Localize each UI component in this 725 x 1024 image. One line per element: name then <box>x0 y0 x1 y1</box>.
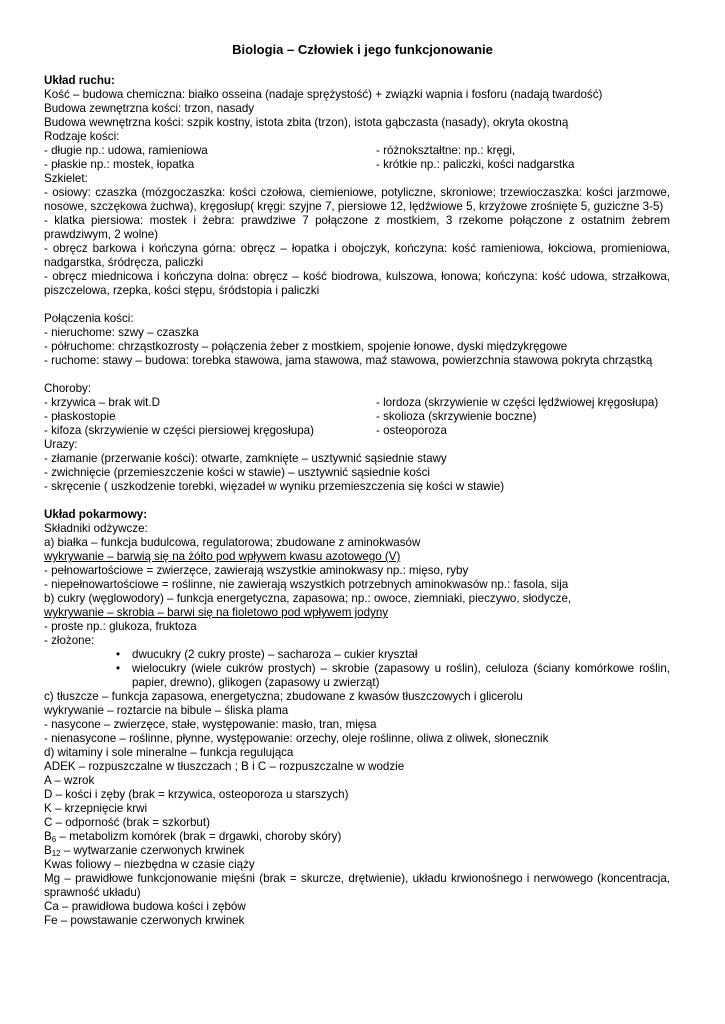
choroby-left-column <box>44 396 376 438</box>
text-line: ADEK – rozpuszczalne w tłuszczach ; B i C – rozpuszczalne w wodzie <box>44 760 405 773</box>
text-line: - pełnowartościowe = zwierzęce, zawierają wszystkie aminokwasy np.: mięso, ryby <box>44 564 469 577</box>
text-line: Kwas foliowy – niezbędna w czasie ciąży <box>44 858 255 871</box>
text-line: - niepełnowartościowe = roślinne, nie zawierają wszystkich potrzebnych aminokwasów np.: fasola, sija <box>44 578 569 591</box>
paragraph: - osiowy: czaszka (mózgoczaszka: kości czołowa, ciemieniowe, potyliczne, skroniowe; trzewioczaszka: kości jarzmowe, nosowe, szczękowa żuchwa), kręgosłup( kręgi: szyjne 7, piersiowe 12, lędźwiowe 5, krzyżowe zrośnięte 5, guziczne 3-5) <box>44 186 670 213</box>
text-line: - półruchome: chrząstkozrosty – połączenia żeber z mostkiem, spojenie łonowe, dyski międzykręgowe <box>44 340 568 353</box>
section-heading-urazy: Urazy: <box>44 438 78 451</box>
subheading-rodzaje: Rodzaje kości: <box>44 130 120 143</box>
list-item: - różnokształtne: np.: kręgi, <box>376 144 516 157</box>
list-item: - krótkie np.: paliczki, kości nadgarstka <box>376 158 575 171</box>
vitamin-letter: B <box>44 844 52 857</box>
text-line: Składniki odżywcze: <box>44 522 148 535</box>
vitamin-subscript: 6 <box>51 835 57 844</box>
text-line-underlined: wykrywanie – barwią się na żółto pod wpływem kwasu azotowego (V) <box>44 550 401 563</box>
paragraph: - obręcz miednicowa i kończyna dolna: obręcz – kość biodrowa, kulszowa, łonowa; kończyna: kość udowa, strzałkowa, piszczelowa, rzepka, kości stępu, śródstopia i paliczki <box>44 270 670 297</box>
section-heading-uklad-ruchu: Układ ruchu: <box>44 74 115 87</box>
section-heading-choroby: Choroby: <box>44 382 92 395</box>
spacer <box>44 298 670 312</box>
text-line: K – krzepnięcie krwi <box>44 802 148 815</box>
rodzaje-right-column <box>376 144 670 172</box>
spacer <box>44 368 670 382</box>
list-item: - lordoza (skrzywienie w części lędźwiowej kręgosłupa) <box>376 396 659 409</box>
paragraph: - obręcz barkowa i kończyna górna: obręcz – łopatka i obojczyk, kończyna: kość ramieniowa, łokciowa, promieniowa, nadgarstka, śródręcza, paliczki <box>44 242 670 269</box>
text-line: - zwichnięcie (przemieszczenie kości w stawie) – usztywnić sąsiednie kości <box>44 466 430 479</box>
section-heading-polaczenia: Połączenia kości: <box>44 312 134 325</box>
text-line: wykrywanie – roztarcie na bibule – śliska plama <box>44 704 289 717</box>
text-line: Kość – budowa chemiczna: białko osseina (nadaje sprężystość) + związki wapnia i fosforu (nadają twardość) <box>44 88 603 101</box>
text-line: Budowa zewnętrzna kości: trzon, nasady <box>44 102 255 115</box>
list-item: - skolioza (skrzywienie boczne) <box>376 410 537 423</box>
text-line: D – kości i zęby (brak = krzywica, osteoporoza u starszych) <box>44 788 349 801</box>
text-line: Budowa wewnętrzna kości: szpik kostny, istota zbita (trzon), istota gąbczasta (nasady), okryta okostną <box>44 116 569 129</box>
document-body <box>44 74 670 928</box>
bullet-item <box>44 662 670 690</box>
text-line: - złożone: <box>44 634 95 647</box>
text-line: A – wzrok <box>44 774 95 787</box>
paragraph: - klatka piersiowa: mostek i żebra: prawdziwe 7 połączone z mostkiem, 3 rzekome połączone z ostatnim żebrem prawdziwym, 2 wolne) <box>44 214 670 241</box>
vitamin-text: – wytwarzanie czerwonych krwinek <box>60 844 245 857</box>
list-item: - płaskostopie <box>44 410 116 423</box>
text-line: - nasycone – zwierzęce, stałe, występowanie: masło, tran, mięsa <box>44 718 377 731</box>
paragraph: Mg – prawidłowe funkcjonowanie mięśni (brak = skurcze, drętwienie), układu krwionośnego i nerwowego (koncentracja, sprawność układu) <box>44 872 670 899</box>
text-line: - skręcenie ( uszkodzenie torebki, więzadeł w wyniku przemieszczenia się kości w stawie) <box>44 480 505 493</box>
bullet-icon: • <box>116 648 121 661</box>
spacer <box>44 494 670 508</box>
list-item: - kifoza (skrzywienie w części piersiowej kręgosłupa) <box>44 424 314 437</box>
text-line: - nieruchome: szwy – czaszka <box>44 326 199 339</box>
text-line: b) cukry (węglowodory) – funkcja energetyczna, zapasowa; np.: owoce, ziemniaki, pieczywo, słodycze, <box>44 592 572 605</box>
vitamin-subscript: 12 <box>51 849 61 858</box>
text-line: a) białka – funkcja budulcowa, regulatorowa; zbudowane z aminokwasów <box>44 536 421 549</box>
vitamin-letter: B <box>44 830 52 843</box>
subheading-szkielet: Szkielet: <box>44 172 88 185</box>
paragraph: - ruchome: stawy – budowa: torebka stawowa, jama stawowa, maź stawowa, powierzchnia stawowa pokryta chrząstką <box>44 354 653 367</box>
text-line: Fe – powstawanie czerwonych krwinek <box>44 914 245 927</box>
text-line: d) witaminy i sole mineralne – funkcja regulująca <box>44 746 294 759</box>
bullet-text: dwucukry (2 cukry proste) – sacharoza – cukier kryształ <box>132 648 418 661</box>
list-item: - krzywica – brak wit.D <box>44 396 160 409</box>
bullet-text: wielocukry (wiele cukrów prostych) – skrobie (zapasowy u roślin), celuloza (ściany komórkowe roślin, papier, drewno), glikogen (zapasowy u zwierząt) <box>132 662 670 689</box>
bullet-icon: • <box>116 662 121 675</box>
list-item: - długie np.: udowa, ramieniowa <box>44 144 208 157</box>
choroby-columns <box>44 396 670 438</box>
vitamin-text: – metabolizm komórek (brak = drgawki, choroby skóry) <box>56 830 342 843</box>
section-heading-uklad-pokarmowy: Układ pokarmowy: <box>44 508 148 521</box>
bullet-item <box>44 648 670 662</box>
list-item: - płaskie np.: mostek, łopatka <box>44 158 195 171</box>
text-line: - nienasycone – roślinne, płynne, występowanie: orzechy, oleje roślinne, oliwa z oliwek, słonecznik <box>44 732 549 745</box>
text-line-b12 <box>44 844 670 858</box>
text-line: Ca – prawidłowa budowa kości i zębów <box>44 900 246 913</box>
rodzaje-columns <box>44 144 670 172</box>
list-item: - osteoporoza <box>376 424 447 437</box>
text-line-underlined: wykrywanie – skrobia – barwi się na fioletowo pod wpływem jodyny <box>44 606 389 619</box>
text-line: c) tłuszcze – funkcja zapasowa, energetyczna; zbudowane z kwasów tłuszczowych i glicerolu <box>44 690 523 703</box>
document-title: Biologia – Człowiek i jego funkcjonowanie <box>232 42 493 57</box>
text-line: - proste np.: glukoza, fruktoza <box>44 620 197 633</box>
text-line: - złamanie (przerwanie kości): otwarte, zamknięte – usztywnić sąsiednie stawy <box>44 452 447 465</box>
choroby-right-column <box>376 396 670 438</box>
text-line: C – odporność (brak = szkorbut) <box>44 816 210 829</box>
text-line-b6 <box>44 830 670 844</box>
rodzaje-left-column <box>44 144 376 172</box>
